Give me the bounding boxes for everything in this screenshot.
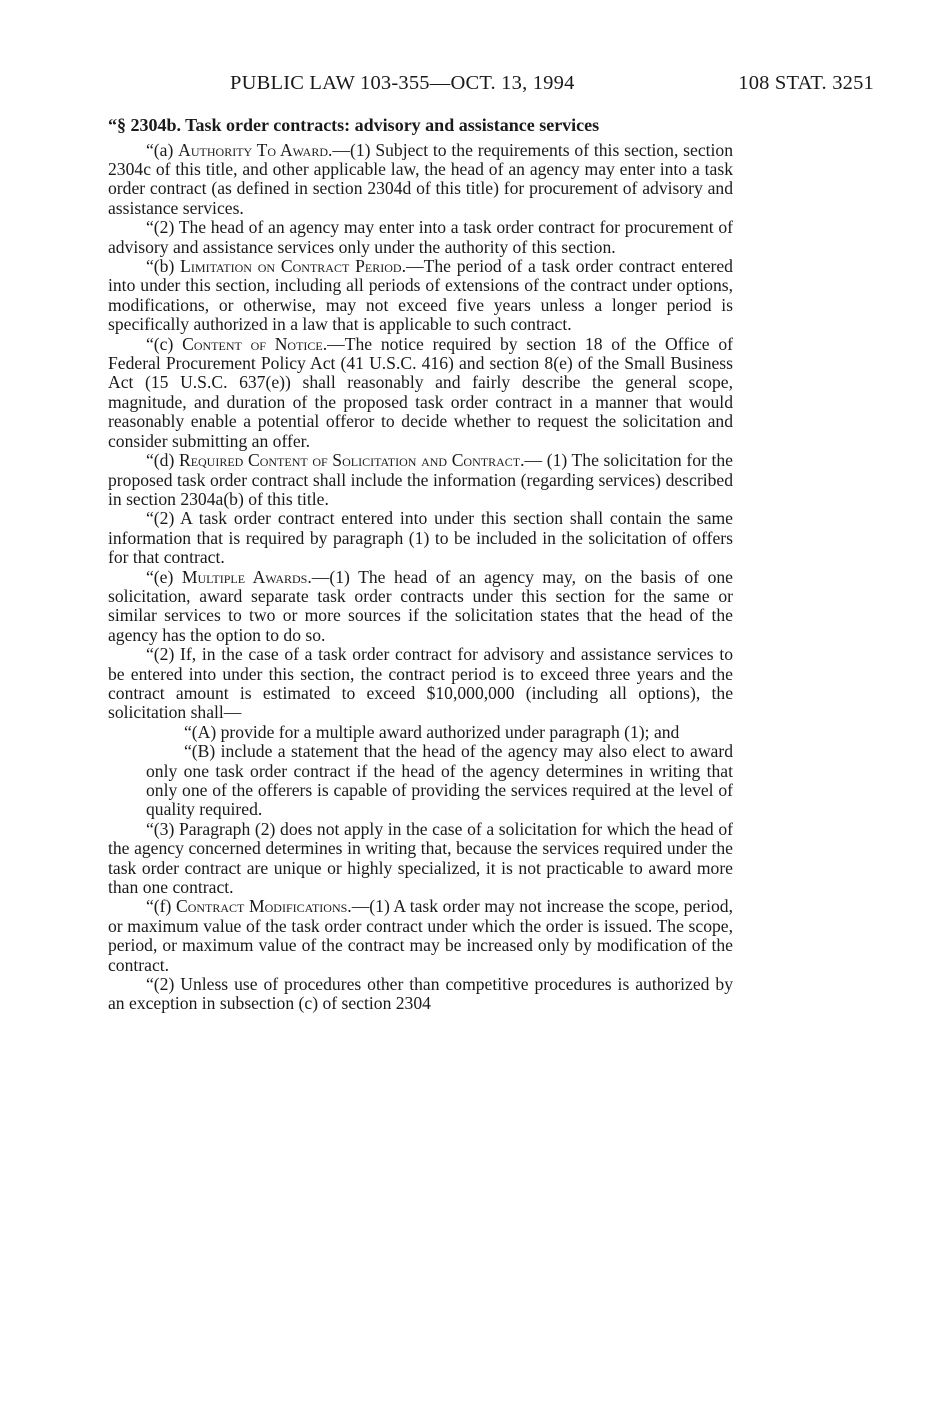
paragraph-f1-text: .—(1) A task order may not increase the scope, period, or maximum value of the task order contract under which the order is issued. The scope, period, or maximum value of the contract may be increased only by modification of the contract.	[108, 896, 733, 975]
document-body	[108, 116, 733, 1014]
paragraph-d2: “(2) A task order contract entered into under this section shall contain the same information that is required by paragraph (1) to be included in the solicitation of offers for that contract.	[108, 508, 733, 568]
paragraph-d1	[108, 451, 733, 509]
paragraph-e1-text: .—(1) The head of an agency may, on the basis of one solicitation, award separate task order contracts under this section for the same or similar services to two or more sources if the solicitation states that the head of the agency has the option to do so.	[108, 566, 733, 645]
paragraph-c-text: .—The notice required by section 18 of the Office of Federal Procurement Policy Act (41 U.S.C. 416) and section 8(e) of the Small Business Act (15 U.S.C. 637(e)) shall reasonably and fairly describe the general scope, magnitude, and duration of the proposed task order contract in a manner that would reasonably enable a potential offeror to decide whether to request the solicitation and consider submitting an offer.	[108, 333, 733, 451]
paragraph-c	[108, 335, 733, 451]
paragraph-a1	[108, 141, 733, 219]
paragraph-a1-text: .—(1) Subject to the requirements of this section, section 2304c of this title, and other applicable law, the head of an agency may enter into a task order contract (as defined in section 2304d of this title) for procurement of advisory and assistance services.	[108, 139, 733, 218]
paragraph-f-label: “(f)	[146, 896, 176, 917]
paragraph-e2: “(2) If, in the case of a task order contract for advisory and assistance services to be entered into under this section, the contract period is to exceed three years and the contract amount is estimated to exceed $10,000,000 (including all options), the solicitation shall—	[108, 644, 733, 723]
paragraph-f1	[108, 897, 733, 975]
paragraph-d-label: “(d)	[146, 450, 179, 471]
paragraph-e3: “(3) Paragraph (2) does not apply in the case of a solicitation for which the head of the agency concerned determines in writing that, because the services required under the task order contract are unique or highly specialized, it is not practicable to award more than one contract.	[108, 818, 733, 898]
paragraph-a-label: “(a)	[146, 139, 179, 160]
paragraph-b-heading: Limitation on Contract Period	[180, 256, 402, 277]
paragraph-f2: “(2) Unless use of procedures other than competitive procedures is authorized by an exception in subsection (c) of section 2304	[108, 974, 733, 1014]
paragraph-c-heading: Content of Notice	[182, 333, 323, 354]
paragraph-d1-text: .— (1) The solicitation for the proposed task order contract shall include the information (regarding services) described in section 2304a(b) of this title.	[108, 450, 733, 509]
paragraph-a-heading: Authority To Award	[178, 139, 328, 160]
paragraph-b	[108, 257, 733, 335]
paragraph-b-label: “(b)	[146, 256, 181, 277]
page-header	[150, 72, 880, 102]
header-stat-citation: 108 STAT. 3251	[738, 72, 874, 94]
paragraph-b-text: .—The period of a task order contract entered into under this section, including all periods of extensions of the contract under options, modifications, or otherwise, may not exceed five years unless a longer period is specifically authorized in a law that is applicable to such contract.	[108, 256, 733, 335]
header-title: PUBLIC LAW 103-355—OCT. 13, 1994	[230, 72, 575, 94]
section-title: “§ 2304b. Task order contracts: advisory and assistance services	[108, 115, 600, 135]
paragraph-e-heading: Multiple Awards	[181, 566, 308, 587]
paragraph-e2-A: “(A) provide for a multiple award authorized under paragraph (1); and	[184, 721, 680, 742]
paragraph-d-heading: Required Content of Solicitation and Contract	[178, 450, 521, 471]
paragraph-c-label: “(c)	[146, 333, 183, 354]
paragraph-e2-B: “(B) include a statement that the head of the agency may also elect to award only one task order contract if the head of the agency determines in writing that only one of the offerers is capable of providing the services required at the level of quality required.	[146, 741, 733, 820]
paragraph-a2: “(2) The head of an agency may enter into a task order contract for procurement of advisory and assistance services only under the authority of this section.	[108, 217, 733, 257]
paragraph-e1	[108, 568, 733, 646]
paragraph-f-heading: Contract Modifications	[175, 896, 348, 917]
paragraph-e-label: “(e)	[146, 566, 182, 587]
